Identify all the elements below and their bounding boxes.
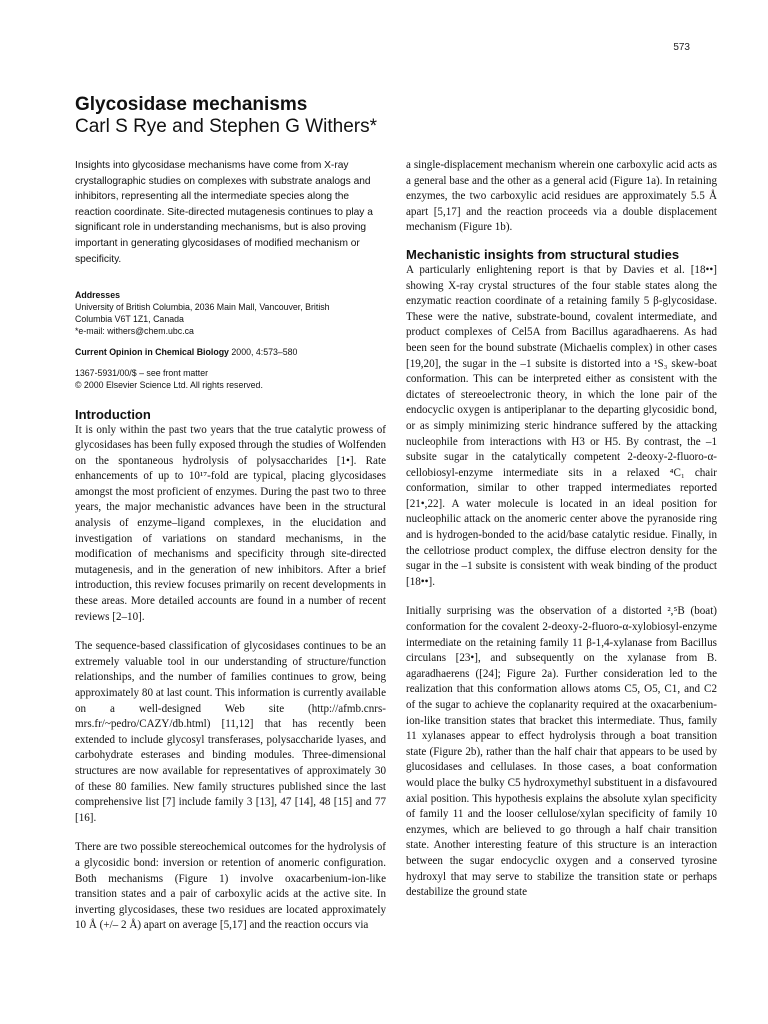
article-title: Glycosidase mechanisms [75,94,308,115]
left-column [75,158,386,934]
issn-line: 1367-5931/00/$ – see front matter [75,367,209,378]
page-number: 573 [673,42,690,53]
mechanistic-paragraph-1: A particularly enlightening report is that by Davies et al. [18••] showing X-ray crystal structures of the four stable states along the enzymatic reaction coordinate of a retaining family 5 β-glycosidase. These were the native, substrate-bound, covalent intermediate, and product complexes of Cel5A from Bacillus agaradhaerens. As had been seen for the bound substrate (Michaelis complex) in other cases [19,20], the sugar in the –1 subsite is distorted into a ¹S₃ skew-boat conformation. This can be interpreted either as consistent with the dictates of stereoelectronic theory, in which the lone pair of the endocyclic oxygen is antiperiplanar to the departing glycosidic bond, or as simply minimizing steric hindrance suffered by the attacking nucleophile from interactions with H3 or H5. By contrast, the –1 subsite sugar in the catalytically competent 2-deoxy-2-fluoro-α-cellobiosyl-enzyme intermediate sits in a relaxed ⁴C₁ chair conformation, similar to other trapped intermediates reported [21•,22]. A water molecule is located in an ideal position for nucleophilic attack on the anomeric center above the pyranoside ring and is hydrogen-bonded to the acid/base catalytic residue. Finally, in the cellotriose product complex, the diffuse electron density for the sugar in the –1 subsite is consistent with weak binding of the product [18••]. [406,263,717,588]
citation [75,347,386,359]
journal-name: Current Opinion in Chemical Biology [75,346,229,357]
author-email: *e-mail: withers@chem.ubc.ca [75,325,194,336]
right-column [406,158,717,901]
abstract: Insights into glycosidase mechanisms have come from X-ray crystallographic studies on complexes with substrate analogs and inhibitors, representing all the intermediate species along the reaction coordinate. Site-directed mutagenesis continues to play a significant role in understanding mechanisms, but is also proving important in generating glycosidases of modified mechanism or specificity. [75,160,373,265]
address-line-2: Columbia V6T 1Z1, Canada [75,313,184,324]
copyright-line: © 2000 Elsevier Science Ltd. All rights reserved. [75,379,263,390]
article-authors: Carl S Rye and Stephen G Withers* [75,116,378,137]
citation-details: 2000, 4:573–580 [228,346,298,357]
introduction-paragraph-2: The sequence-based classification of glycosidases continues to be an extremely valuable tool in our understanding of structure/function relationships, and the number of families continues to grow, being approximately 80 at last count. This information is currently available on a well-designed Web site (http://afmb.cnrs-mrs.fr/~pedro/CAZY/db.html) [11,12] that has recently been extended to include glycosyl transferases, polysaccharide lyases, and carbohydrate esterases and binding modules. Three-dimensional structures are now available for representatives of approximately 30 of these 80 families. New family structures published since the last comprehensive list [7] include family 3 [13], 47 [14], 48 [15] and 77 [16]. [75,640,386,824]
introduction-heading: Introduction [75,406,151,422]
addresses-heading: Addresses [75,290,120,301]
mechanistic-insights-heading: Mechanistic insights from structural studies [406,246,680,262]
mechanistic-paragraph-2: Initially surprising was the observation of a distorted ²,⁵B (boat) conformation for the covalent 2-deoxy-2-fluoro-α-xylobiosyl-enzyme intermediate on the retaining family 11 β-1,4-xylanase from Bacillus circulans [23•], and subsequently on the xylanase from B. agaradhaerens ([24]; Figure 2a). Further consideration led to the realization that this conformation allows atoms C5, O5, C1, and C2 of the sugar to achieve the coplanarity required at the oxacarbenium-ion-like transition states that bracket this intermediate. Thus, family 11 xylanases appear to effect hydrolysis through a boat transition state (Figure 2b), rather than the half chair that appears to be used by glucosidases and cellulases. In those cases, a boat conformation would place the bulky C5 hydroxymethyl substituent in a disfavoured axial position. This hypothesis explains the absolute xylan specificity of family 11 and the looser cellulose/xylan specificity of family 10 enzymes, which are believed to go through a half chair transition state. Another interesting feature of this structure is an interaction between the sugar endocyclic oxygen and a conserved tyrosine hydroxyl that may serve to stabilize the transition state or perhaps destabilize the ground state [406,605,717,899]
introduction-paragraph-1: It is only within the past two years that the true catalytic prowess of glycosidases has been fully exposed through the studies of Wolfenden on the spontaneous hydrolysis of polysaccharides [1•]. Rate enhancements of up to 10¹⁷-fold are typical, placing glycosidases amongst the most proficient of enzymes. During the past two to three years, the major mechanistic advances have been in the structural analysis of enzyme–ligand complexes, in the elucidation and investigation of variations on standard mechanisms, in the modification of mechanisms and specificity through site-directed mutagenesis, and in the generation of new inhibitors. After a brief introduction, this review focuses primarily on recent developments in these areas. More detailed accounts are found in a number of recent reviews [2–10]. [75,423,386,623]
address-line-1: University of British Columbia, 2036 Main Mall, Vancouver, British [75,302,330,313]
continued-paragraph: a single-displacement mechanism wherein one carboxylic acid acts as a general base and the other as a general acid (Figure 1a). In retaining enzymes, the two carboxylic acid residues are approximately 5.5 Å apart [5,17] and the reaction proceeds via a double displacement mechanism (Figure 1b). [406,159,717,234]
introduction-paragraph-3: There are two possible stereochemical outcomes for the hydrolysis of a glycosidic bond: inversion or retention of anomeric configuration. Both mechanisms (Figure 1) involve oxacarbenium-ion-like transition states and a pair of carboxylic acids at the active site. In inverting glycosidases, these two residues are located approximately 10 Å (+/– 2 Å) apart on average [5,17] and the reaction occurs via [75,841,386,932]
